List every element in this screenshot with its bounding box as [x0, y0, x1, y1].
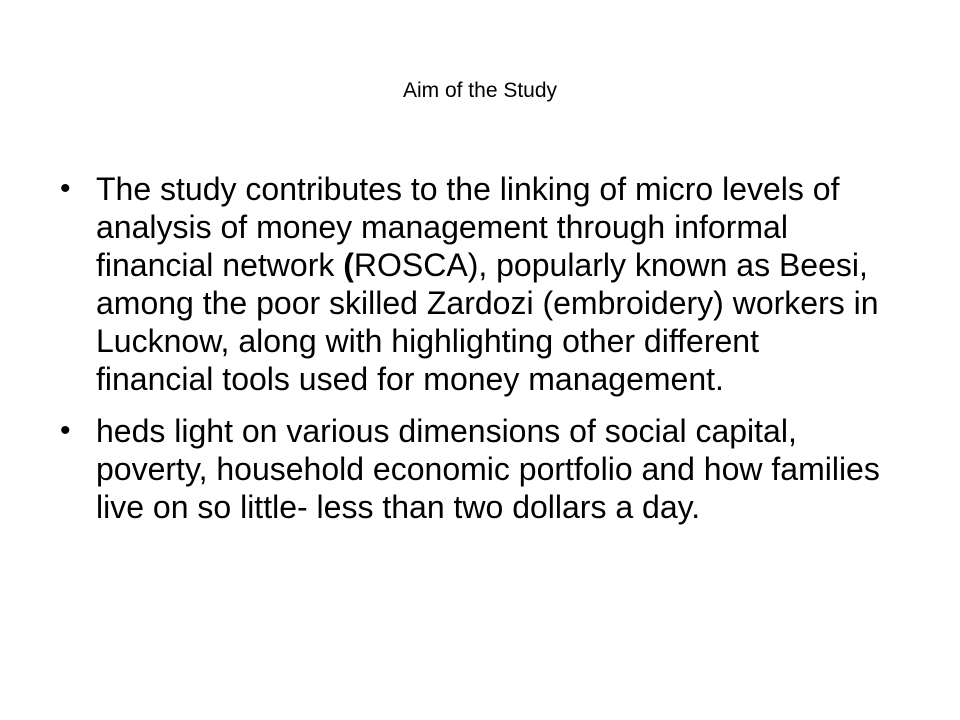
bullet-item-1 — [60, 170, 880, 398]
bullet-icon: • — [60, 414, 71, 447]
bullet-1-text — [96, 171, 879, 397]
slide-title: Aim of the Study — [402, 79, 558, 102]
bullet-icon: • — [60, 172, 71, 205]
bullet-list — [60, 170, 880, 540]
bullet-2-text: heds light on various dimensions of social capital, poverty, household economic portfolio and how families live on so little- less than two dollars a day. — [96, 413, 880, 525]
bullet-item-2 — [60, 412, 880, 526]
bullet-1-bold-paren: ( — [343, 247, 354, 283]
bullet-1-text-part-1: The study contributes to the linking of micro levels of analysis of money management through informal financial network — [96, 171, 840, 283]
bullet-1-text-part-2: ROSCA), popularly known as Beesi, among the poor skilled Zardozi (embroidery) workers in Lucknow, along with highlighting other different financial tools used for money management. — [96, 247, 879, 397]
